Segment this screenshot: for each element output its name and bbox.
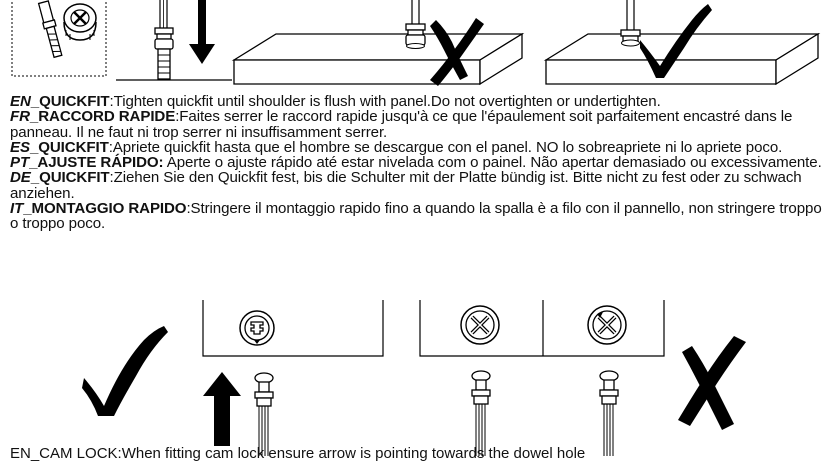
cut-off-line: EN_CAM LOCK:When fitting cam lock ensure arrow is pointing towards the dowel hole	[10, 445, 586, 462]
down-arrow-icon	[189, 0, 215, 64]
instruction-fr: FR_RACCORD RAPIDE:Faites serrer le raccord rapide jusqu'à ce que l'épaulement soit parfaitement encastré dans le panneau. Il ne faut ni trop serrer ni insuffisamment serrer.	[10, 108, 793, 141]
instruction-label: MONTAGGIO RAPIDO	[31, 200, 187, 218]
lang-code: EN	[10, 93, 31, 110]
instruction-it: IT_MONTAGGIO RAPIDO:Stringere il montaggio rapido fino a quando la spalla è a filo con il pannello, non stringere troppo o troppo poco.	[10, 200, 822, 233]
cam-bolt-icon	[38, 1, 64, 58]
instruction-label: AJUSTE RÁPIDO	[37, 154, 159, 172]
instruction-label: QUICKFIT	[39, 93, 110, 110]
instruction-body: Stringere il montaggio rapido fino a quando la spalla è a filo con il pannello, non stringere troppo o troppo poco.	[10, 200, 822, 233]
cam-lock-icon	[64, 4, 96, 40]
instruction-label: RACCORD RAPIDE	[38, 108, 176, 126]
instruction-de: DE_QUICKFIT:Ziehen Sie den Quickfit fest, bis die Schulter mit der Platte bündig ist. Bitte nicht zu fest oder zu schwach anziehen.	[10, 169, 802, 202]
quickfit-screw-icon	[472, 371, 490, 456]
instruction-body: Apriete quickfit hasta que el hombre se descargue con el panel. NO lo sobreapriete ni lo apriete poco.	[112, 138, 783, 156]
lang-code: DE	[10, 169, 31, 187]
panel-frame	[420, 300, 664, 356]
up-arrow-icon	[203, 372, 241, 446]
top-illustration	[0, 0, 829, 92]
wrong-cross-icon	[678, 336, 746, 430]
panel-frame	[203, 300, 383, 356]
instruction-label: QUICKFIT	[39, 169, 110, 187]
lang-code: PT	[10, 154, 30, 172]
instruction-body: Faites serrer le raccord rapide jusqu'à ce que l'épaulement soit parfaitement encastré dans le panneau. Il ne faut ni trop serrer ni insuffisamment serrer.	[10, 108, 793, 141]
instruction-body: Aperte o ajuste rápido até estar nivelada com o painel. Não apertar demasiado ou excessivamente.	[163, 154, 822, 172]
instruction-es: ES_QUICKFIT:Apriete quickfit hasta que el hombre se descargue con el panel. NO lo sobreapriete ni lo apriete poco.	[10, 138, 783, 156]
instruction-label: QUICKFIT	[38, 138, 109, 156]
lang-code: IT	[10, 200, 24, 218]
quickfit-screw-icon	[600, 371, 618, 456]
lang-code: FR	[10, 108, 30, 126]
instruction-en: EN_QUICKFIT:Tighten quickfit until shoulder is flush with panel.Do not overtighten or undertighten.	[10, 93, 661, 110]
quickfit-screw-icon	[255, 373, 273, 456]
quickfit-screw-icon	[155, 0, 173, 79]
bottom-illustration	[0, 300, 829, 456]
instruction-pt: PT_AJUSTE RÁPIDO: Aperte o ajuste rápido até estar nivelada com o painel. Não apertar demasiado ou excessivamente.	[10, 154, 822, 172]
correct-check-icon	[82, 326, 168, 416]
panel-incorrect	[234, 0, 522, 84]
instruction-body: Tighten quickfit until shoulder is flush with panel.Do not overtighten or undertighten.	[113, 93, 661, 110]
instruction-body: Ziehen Sie den Quickfit fest, bis die Schulter mit der Platte bündig ist. Bitte nicht zu fest oder zu schwach anziehen.	[10, 169, 802, 202]
instruction-text	[10, 94, 825, 232]
lang-code: ES	[10, 138, 30, 156]
